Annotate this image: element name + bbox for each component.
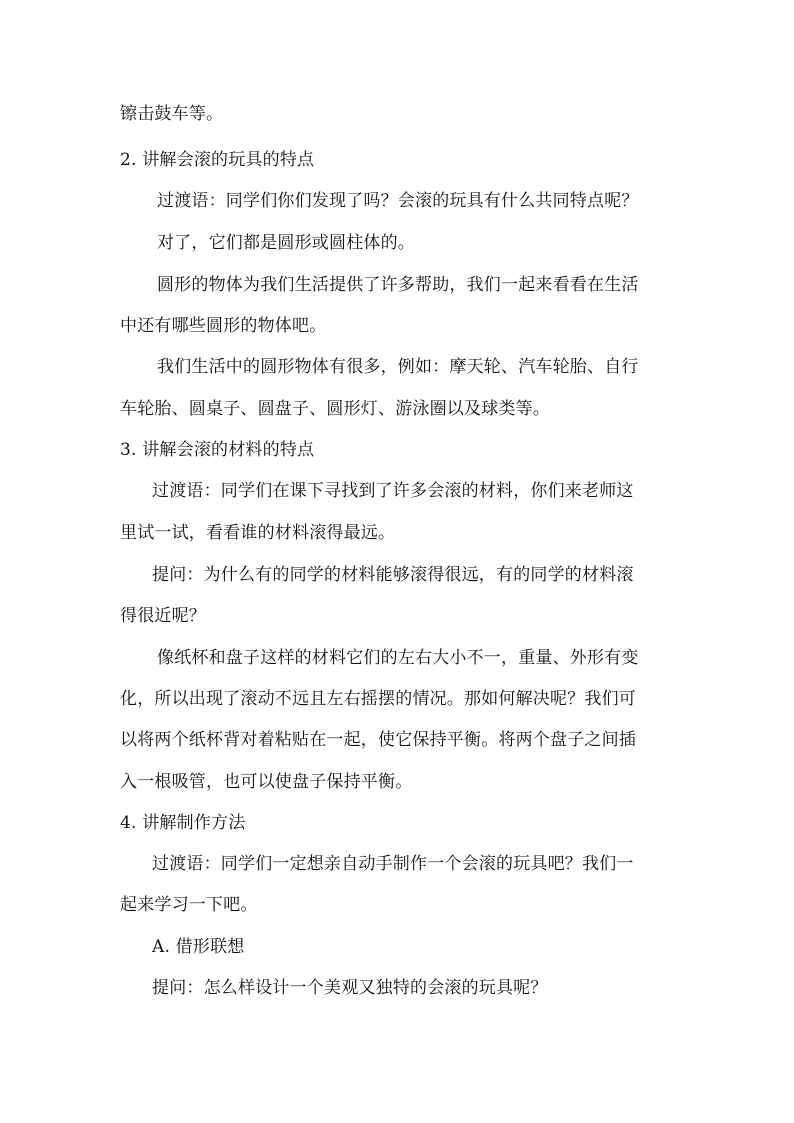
paragraph-line: 提问：怎么样设计一个美观又独特的会滚的玩具呢？ xyxy=(152,978,548,998)
paragraph-line: 镲击鼓车等。 xyxy=(120,104,224,124)
paragraph-line: 像纸杯和盘子这样的材料它们的左右大小不一，重量、外形有变 xyxy=(157,648,639,668)
subsection-heading: A. 借形联想 xyxy=(152,937,245,957)
paragraph-line: 过渡语：同学们你们发现了吗？会滚的玩具有什么共同特点呢？ xyxy=(157,191,639,211)
paragraph-line: 得很近呢？ xyxy=(120,606,206,626)
paragraph-line: 过渡语：同学们在课下寻找到了许多会滚的材料，你们来老师这 xyxy=(152,481,634,501)
paragraph-line: 过渡语：同学们一定想亲自动手制作一个会滚的玩具吧？我们一 xyxy=(152,854,634,874)
paragraph-line: 圆形的物体为我们生活提供了许多帮助，我们一起来看看在生活 xyxy=(157,275,639,295)
section-heading: 3. 讲解会滚的材料的特点 xyxy=(120,440,315,460)
paragraph-line: 中还有哪些圆形的物体吧。 xyxy=(120,316,327,336)
paragraph-line: 以将两个纸杯背对着粘贴在一起，使它保持平衡。将两个盘子之间插 xyxy=(120,730,636,750)
section-heading: 2. 讲解会滚的玩具的特点 xyxy=(120,150,315,170)
paragraph-line: 起来学习一下吧。 xyxy=(120,895,258,915)
paragraph-line: 里试一试，看看谁的材料滚得最远。 xyxy=(120,523,396,543)
paragraph-line: 对了，它们都是圆形或圆柱体的。 xyxy=(157,233,415,253)
paragraph-line: 我们生活中的圆形物体有很多，例如：摩天轮、汽车轮胎、自行 xyxy=(157,357,639,377)
paragraph-line: 入一根吸管，也可以使盘子保持平衡。 xyxy=(120,772,413,792)
paragraph-line: 化，所以出现了滚动不远且左右摇摆的情况。那如何解决呢？我们可 xyxy=(120,689,636,709)
section-heading: 4. 讲解制作方法 xyxy=(120,813,246,833)
paragraph-line: 提问：为什么有的同学的材料能够滚得很远，有的同学的材料滚 xyxy=(152,565,634,585)
paragraph-line: 车轮胎、圆桌子、圆盘子、圆形灯、游泳圈以及球类等。 xyxy=(120,399,550,419)
